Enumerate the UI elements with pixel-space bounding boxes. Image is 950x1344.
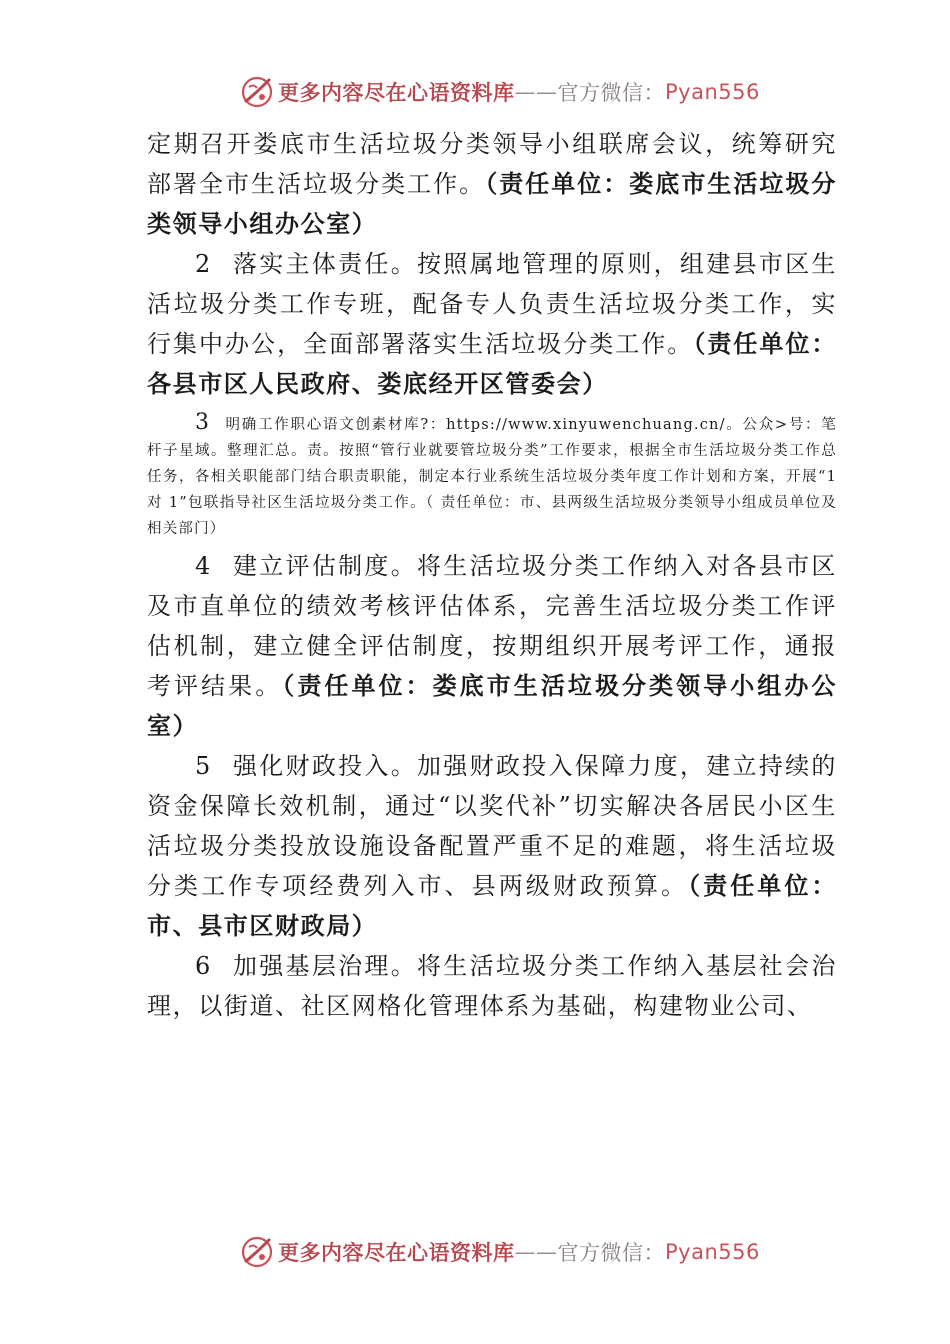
paragraph-6	[147, 946, 837, 1026]
item-number: 3	[195, 410, 209, 435]
watermark-wechat-id: Pyan556	[665, 1240, 760, 1264]
paragraph-5	[147, 746, 837, 946]
paragraph-2	[147, 244, 837, 404]
watermark-label: 官方微信：	[557, 1241, 665, 1265]
responsible-unit: （责任单位：各县市区人民政府、娄底经开区管委会）	[147, 329, 837, 398]
paragraph-text: 强化财政投入。加强财政投入保障力度，建立持续的资金保障长效机制，通过“以奖代补”切实解决各居民小区生活垃圾分类投放设施设备配置严重不足的难题，将生活垃圾分类工作专项经费列入市、县两级财政预算。	[147, 752, 837, 900]
paragraph-text: 明确工作职心语文创素材库?：https://www.xinyuwenchuang.cn/。公众>号：笔杆子星域。整理汇总。责。按照“管行业就要管垃圾分类”工作要求，根据全市生活垃圾分类工作总任务，各相关职能部门结合职责职能，制定本行业系统生活垃圾分类年度工作计划和方案，开展“1 对 1”包联指导社区生活垃圾分类工作。（ 责任单位：市、县两级生活垃圾分类领导小组成员单位及相关部门）	[147, 417, 837, 537]
responsible-unit: （责任单位：市、县市区财政局）	[147, 871, 838, 940]
paragraph-3	[147, 410, 837, 542]
watermark-dash: ——	[514, 80, 558, 104]
watermark-site-name: 更多内容尽在心语资料库	[278, 1241, 515, 1265]
item-number: 6	[195, 952, 211, 980]
item-number: 5	[195, 752, 211, 780]
item-number: 2	[195, 250, 211, 278]
brush-logo-icon	[240, 1235, 274, 1269]
watermark-footer	[240, 1232, 760, 1272]
item-number: 4	[195, 552, 211, 580]
watermark-wechat-id: Pyan556	[665, 80, 760, 104]
watermark-label: 官方微信：	[557, 81, 665, 105]
watermark-dash: ——	[514, 1240, 558, 1264]
responsible-unit: （责任单位：娄底市生活垃圾分类领导小组办公室）	[147, 671, 837, 740]
paragraph-1	[147, 124, 837, 244]
watermark-header	[240, 72, 760, 112]
paragraph-text: 建立评估制度。将生活垃圾分类工作纳入对各县市区及市直单位的绩效考核评估体系，完善生活垃圾分类工作评 估机制，建立健全评估制度，按期组织开展考评工作，通报 考评结果。	[147, 552, 837, 700]
watermark-site-name: 更多内容尽在心语资料库	[278, 81, 515, 105]
responsible-unit: （责任单位：娄底市生活垃圾分类领导小组办公室）	[147, 169, 837, 238]
document-body	[147, 124, 837, 1026]
brush-logo-icon	[240, 75, 274, 109]
paragraph-text: 定期召开娄底市生活垃圾分类领导小组联席会议，统筹研究部署全市生活垃圾分类工作。	[147, 130, 837, 198]
paragraph-text: 加强基层治理。将生活垃圾分类工作纳入基层社会治理，以街道、社区网格化管理体系为基础，构建物业公司、	[147, 952, 837, 1020]
paragraph-4	[147, 546, 837, 746]
paragraph-text: 落实主体责任。按照属地管理的原则，组建县市区生活垃圾分类工作专班，配备专人负责生活垃圾分类工作，实行集中办公，全面部署落实生活垃圾分类工作。	[147, 250, 837, 358]
